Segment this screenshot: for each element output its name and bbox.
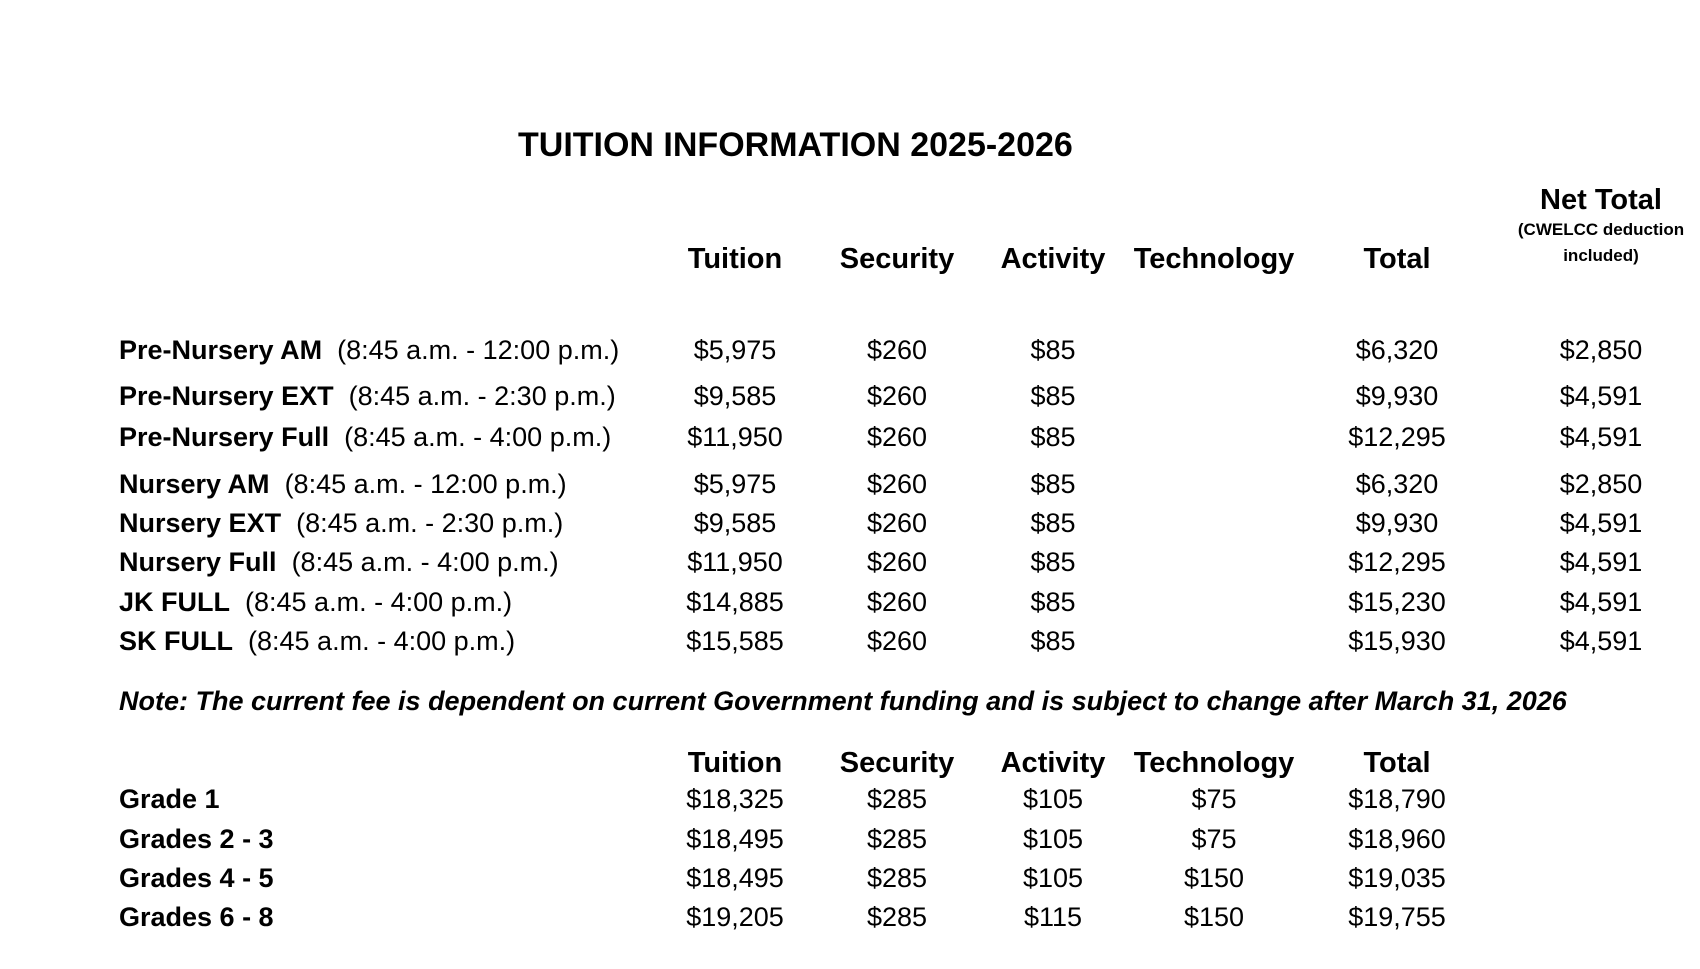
program-name: Pre-Nursery EXT [119,381,334,411]
program-hours: (8:45 a.m. - 2:30 p.m.) [348,381,616,411]
grade-row-label [119,902,274,933]
program-name: Pre-Nursery Full [119,422,330,452]
program-hours: (8:45 a.m. - 12:00 p.m.) [284,469,567,499]
grade-name: Grades 6 - 8 [119,902,274,932]
preschool-row-label [119,335,619,366]
program-hours: (8:45 a.m. - 4:00 p.m.) [248,626,516,656]
grade-name: Grades 4 - 5 [119,863,274,893]
grade-cell-tuition: $18,495 [686,824,784,854]
grade-cell-total: $18,790 [1348,784,1446,814]
header-tuition: Tuition [687,243,783,275]
preschool-row-label [119,626,515,657]
grade-cell-activity: $105 [1022,863,1084,893]
grade-cell-technology: $150 [1183,863,1245,893]
cell-total: $6,320 [1355,335,1439,365]
cell-security: $260 [866,422,928,452]
net-total-subtitle-line1: (CWELCC deduction [1517,220,1685,239]
grade-cell-activity: $105 [1022,784,1084,814]
header-security: Security [839,243,955,275]
cell-tuition: $9,585 [693,381,777,411]
cell-net-total: $4,591 [1559,381,1643,411]
cell-total: $15,230 [1348,587,1446,617]
cell-total: $12,295 [1348,547,1446,577]
cell-security: $260 [866,547,928,577]
grades-header-security: Security [839,747,955,779]
cell-activity: $85 [1030,547,1076,577]
cell-security: $260 [866,626,928,656]
cell-tuition: $14,885 [686,587,784,617]
cell-net-total: $2,850 [1559,469,1643,499]
cell-activity: $85 [1030,422,1076,452]
net-total-subtitle-line2: included) [1563,246,1639,265]
preschool-row-label [119,508,563,539]
grade-cell-security: $285 [866,784,928,814]
grade-cell-technology: $75 [1191,824,1237,854]
cell-tuition: $15,585 [686,626,784,656]
grades-header-total: Total [1363,747,1431,779]
program-hours: (8:45 a.m. - 12:00 p.m.) [337,335,620,365]
grades-header-technology: Technology [1133,747,1295,779]
cell-tuition: $9,585 [693,508,777,538]
program-hours: (8:45 a.m. - 4:00 p.m.) [245,587,513,617]
grade-cell-security: $285 [866,863,928,893]
grade-cell-security: $285 [866,902,928,932]
grades-header-activity: Activity [1000,747,1106,779]
cell-security: $260 [866,469,928,499]
cell-total: $6,320 [1355,469,1439,499]
grade-row-label [119,824,274,855]
grade-cell-activity: $115 [1023,902,1083,932]
preschool-row-label [119,381,616,412]
grade-cell-technology: $75 [1191,784,1237,814]
grade-row-label [119,863,274,894]
grade-row-label [119,784,220,815]
cell-net-total: $4,591 [1559,587,1643,617]
preschool-row-label [119,469,567,500]
header-net-total [1518,184,1684,269]
page-title: TUITION INFORMATION 2025-2026 [518,126,1073,164]
program-name: Nursery AM [119,469,270,499]
header-total: Total [1363,243,1431,275]
cell-tuition: $11,950 [687,547,783,577]
grade-cell-tuition: $18,495 [686,863,784,893]
cell-activity: $85 [1030,508,1076,538]
preschool-row-label [119,547,559,578]
program-hours: (8:45 a.m. - 4:00 p.m.) [291,547,559,577]
program-name: Nursery Full [119,547,277,577]
cell-security: $260 [866,335,928,365]
cell-security: $260 [866,381,928,411]
grade-cell-total: $18,960 [1348,824,1446,854]
cell-activity: $85 [1030,587,1076,617]
header-technology: Technology [1133,243,1295,275]
cell-activity: $85 [1030,626,1076,656]
grades-header-tuition: Tuition [687,747,783,779]
cell-total: $9,930 [1355,381,1439,411]
grade-cell-tuition: $19,205 [686,902,784,932]
cell-total: $15,930 [1348,626,1446,656]
program-name: Nursery EXT [119,508,282,538]
cell-net-total: $2,850 [1559,335,1643,365]
header-activity: Activity [1000,243,1106,275]
cell-security: $260 [866,508,928,538]
grade-cell-activity: $105 [1022,824,1084,854]
cell-security: $260 [866,587,928,617]
net-total-title: Net Total [1540,184,1662,216]
program-hours: (8:45 a.m. - 2:30 p.m.) [296,508,564,538]
cell-net-total: $4,591 [1559,626,1643,656]
cell-tuition: $5,975 [693,469,777,499]
grade-cell-tuition: $18,325 [686,784,784,814]
grade-cell-total: $19,755 [1348,902,1446,932]
cell-activity: $85 [1030,381,1076,411]
cell-total: $12,295 [1348,422,1446,452]
grade-name: Grades 2 - 3 [119,824,274,854]
program-name: Pre-Nursery AM [119,335,323,365]
cell-tuition: $11,950 [687,422,783,452]
grade-name: Grade 1 [119,784,220,814]
program-hours: (8:45 a.m. - 4:00 p.m.) [344,422,612,452]
grade-cell-security: $285 [866,824,928,854]
funding-note: Note: The current fee is dependent on current Government funding and is subject to change after March 31, 2026 [119,686,1567,716]
cell-activity: $85 [1030,335,1076,365]
cell-total: $9,930 [1355,508,1439,538]
cell-net-total: $4,591 [1559,547,1643,577]
cell-net-total: $4,591 [1559,508,1643,538]
cell-tuition: $5,975 [693,335,777,365]
program-name: SK FULL [119,626,233,656]
program-name: JK FULL [119,587,230,617]
cell-net-total: $4,591 [1559,422,1643,452]
preschool-row-label [119,422,611,453]
grade-cell-total: $19,035 [1348,863,1446,893]
cell-activity: $85 [1030,469,1076,499]
grade-cell-technology: $150 [1183,902,1245,932]
preschool-row-label [119,587,512,618]
